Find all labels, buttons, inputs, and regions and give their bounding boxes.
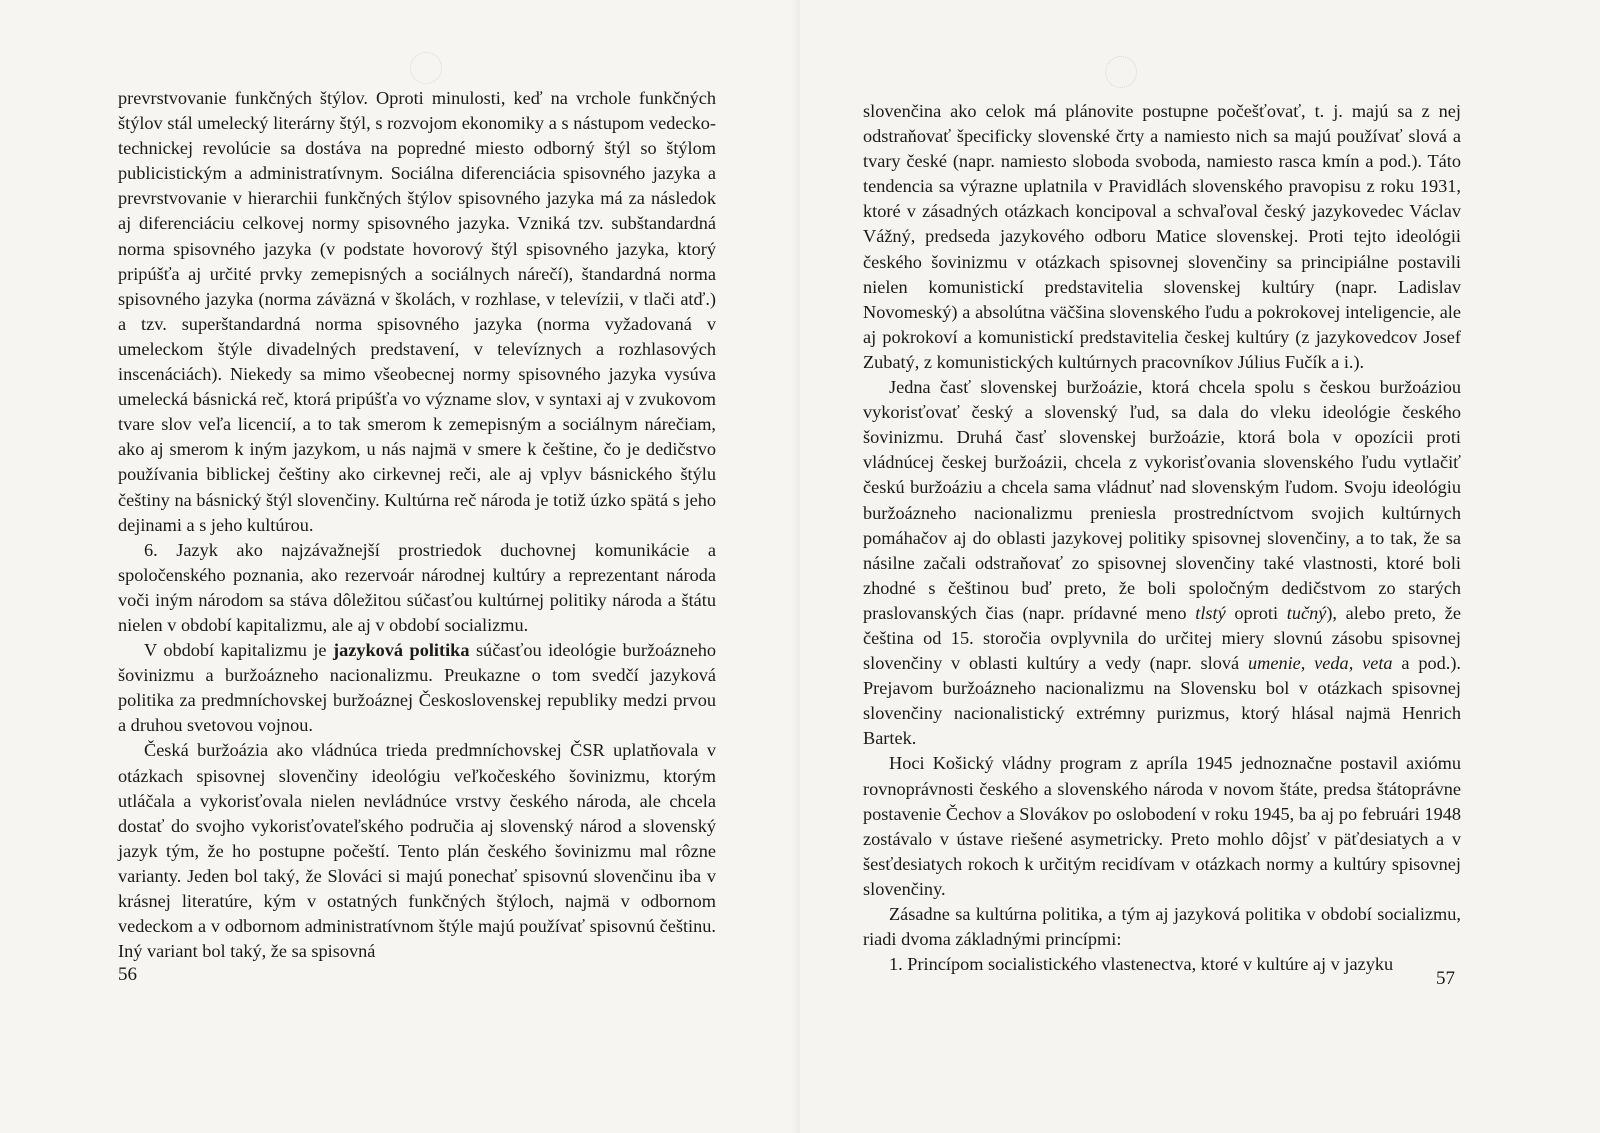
left-paragraph-2: 6. Jazyk ako najzávažnejší prostriedok duchovnej komunikácie a spoločenského poznania, ako rezervoár národnej kultúry a reprezentant národa voči iným národom sa stáva dôležitou súčasťou kultúrnej politiky národa a štátu nielen v období kapitalizmu, ale aj v období socializmu. bbox=[118, 539, 716, 635]
left-paragraph-3 bbox=[118, 638, 716, 738]
right-paragraph-2-mid2: ), alebo preto, že čeština od 15. storočia ovplyvnila do určitej miery slovnú zásobu spisovnej slovenčiny v oblasti kultúry a vedy (napr. slová bbox=[863, 602, 1461, 674]
left-paragraph-3-lead: V období kapitalizmu je bbox=[144, 640, 333, 661]
right-paragraph-3: Hoci Košický vládny program z apríla 1945 jednoznačne postavil axiómu rovnoprávnosti českého a slovenského národa v novom štáte, predsa štátoprávne postavenie Čechov a Slovákov po oslobodení v roku 1945, ba aj po februári 1948 zostávalo v ústave riešené asymetricky. Preto mohlo dôjsť v päťdesiatych a v šesťdesiatych rokoch k určitým recidívam v otázkach normy a kultúry spisovnej slovenčiny. bbox=[863, 753, 1461, 899]
left-paragraph-1: prevrstvovanie funkčných štýlov. Oproti minulosti, keď na vrchole funkčných štýlov stál umelecký literárny štýl, s rozvojom ekonomiky a s nástupom vedecko-technickej revolúcie sa dostáva na popredné miesto odborný štýl so štýlom publicistickým a administratívnym. Sociálna diferenciácia spisovného jazyka a prevrstvovanie v hierarchii funkčných štýlov spisovného jazyka má za následok aj diferenciáciu celkovej normy spisovného jazyka. Vzniká tzv. subštandardná norma spisovného jazyka (v podstate hovorový štýl spisovného jazyka, ktorý pripúšťa aj určité prvky zemepisných a sociálnych nárečí), štandardná norma spisovného jazyka (norma záväzná v školách, v rozhlase, v televízii, v tlači atď.) a tzv. superštandardná norma spisovného jazyka (norma vyžadovaná v umeleckom štýle divadelných predstavení, v televíznych a rozhlasových inscenáciách). Niekedy sa mimo všeobecnej normy spisovného jazyka vysúva umelecká básnická reč, ktorá pripúšťa vo význame slov, v syntaxi aj v zvukovom tvare slov veľa licencií, a to tak smerom k zemepisným a sociálnym nárečiam, ako aj smerom k iným jazykom, u nás najmä v smere k češtine, čo je dedičstvo používania biblickej češtiny ako cirkevnej reči, ale aj vplyv básnického štýlu češtiny na básnický štýl slovenčiny. Kultúrna reč národa je totiž úzko spätá s jeho dejinami a s jeho kultúrou. bbox=[118, 88, 716, 535]
left-page-text bbox=[118, 86, 716, 964]
italic-word-tlsty: tlstý bbox=[1195, 602, 1226, 623]
right-paragraph-2 bbox=[863, 375, 1461, 751]
right-paragraph-4: Zásadne sa kultúrna politika, a tým aj jazyková politika v období socializmu, riadi dvoma základnými princípmi: bbox=[863, 904, 1461, 950]
bold-term-jazykova-politika: jazyková politika bbox=[333, 640, 470, 661]
stamp-mark bbox=[410, 52, 442, 84]
right-paragraph-2-rest: a pod.). Prejavom buržoázneho nacionalizmu na Slovensku bol v otázkach spisovnej slovenčiny nacionalistický extrémny purizmus, ktorý hlásal najmä Henrich Bartek. bbox=[863, 653, 1462, 749]
page-number-left: 56 bbox=[118, 964, 137, 985]
italic-words-examples: umenie, veda, veta bbox=[1247, 653, 1393, 674]
right-paragraph-2-lead: Jedna časť slovenskej buržoázie, ktorá chcela spolu s českou buržoáziou vykorisťovať český a slovenský ľud, sa dala do vleku ideológie českého šovinizmu. Druhá časť slovenskej buržoázie, ktorá bola v opozícii proti vládnúcej českej buržoázii, chcela z vykorisťovania slovenského ľudu vytlačiť českú buržoáziu a chcela sama vládnuť nad slovenským ľudom. Svoju ideológiu buržoázneho nacionalizmu preniesla prostredníctvom svojich kultúrnych pomáhačov aj do oblasti jazykovej politiky spisovnej slovenčiny, a to tak, že sa násilne začali odstraňovať zo spisovnej slovenčiny také vlastnosti, ktoré boli zhodné s češtinou buď preto, že boli spoločným dedičstvom zo starých praslovanských čias (napr. prídavné meno bbox=[863, 377, 1461, 623]
right-page bbox=[800, 0, 1600, 1133]
left-paragraph-4: Česká buržoázia ako vládnúca trieda predmníchovskej ČSR uplatňovala v otázkach spisovnej slovenčiny ideológiu veľkočeského šovinizmu, ktorým utláčala a vykorisťovala nielen nevládnúce vrstvy českého národa, ale chcela dostať do svojho vykorisťovateľského područia aj slovenský národ a slovenský jazyk tým, že ho postupne počeští. Tento plán českého šovinizmu mal rôzne varianty. Jeden bol taký, že Slováci si majú ponechať spisovnú slovenčinu iba v krásnej literatúre, kým v ostatných funkčných štýloch, najmä v odbornom vedeckom a v odbornom administratívnom štýle majú používať spisovnú češtinu. Iný variant bol taký, že sa spisovná bbox=[118, 740, 716, 962]
right-page-text bbox=[863, 99, 1461, 977]
left-paragraph-3-rest: súčasťou ideológie buržoázneho šovinizmu a buržoázneho nacionalizmu. Preukazne o tom svedčí jazyková politika za predmníchovskej buržoáznej Československej republiky medzi prvou a druhou svetovou vojnou. bbox=[118, 640, 716, 736]
italic-word-tucny: tučný bbox=[1286, 602, 1327, 623]
stamp-mark bbox=[1105, 56, 1137, 88]
right-paragraph-5: 1. Princípom socialistického vlastenectva, ktoré v kultúre aj v jazyku bbox=[889, 954, 1394, 975]
right-paragraph-1: slovenčina ako celok má plánovite postupne počešťovať, t. j. majú sa z nej odstraňovať špecificky slovenské črty a namiesto nich sa majú používať slová a tvary české (napr. namiesto sloboda svoboda, namiesto rasca kmín a pod.). Táto tendencia sa výrazne uplatnila v Pravidlách slovenského pravopisu z roku 1931, ktoré v zásadných otázkach koncipoval a schvaľoval český jazykovedec Václav Vážný, predseda jazykového odboru Matice slovenskej. Proti tejto ideológii českého šovinizmu v otázkach spisovnej slovenčiny sa principiálne postavili nielen komunistickí predstavitelia slovenskej kultúry (napr. Ladislav Novomeský) a absolútna väčšina slovenského ľudu a pokrokovej inteligencie, ale aj pokrokoví a komunistickí predstavitelia českej kultúry (z jazykovedcov Josef Zubatý, z komunistických kultúrnych pracovníkov Július Fučík a i.). bbox=[863, 101, 1461, 372]
page-number-right: 57 bbox=[1436, 968, 1455, 989]
right-paragraph-2-mid1: oproti bbox=[1225, 602, 1287, 623]
